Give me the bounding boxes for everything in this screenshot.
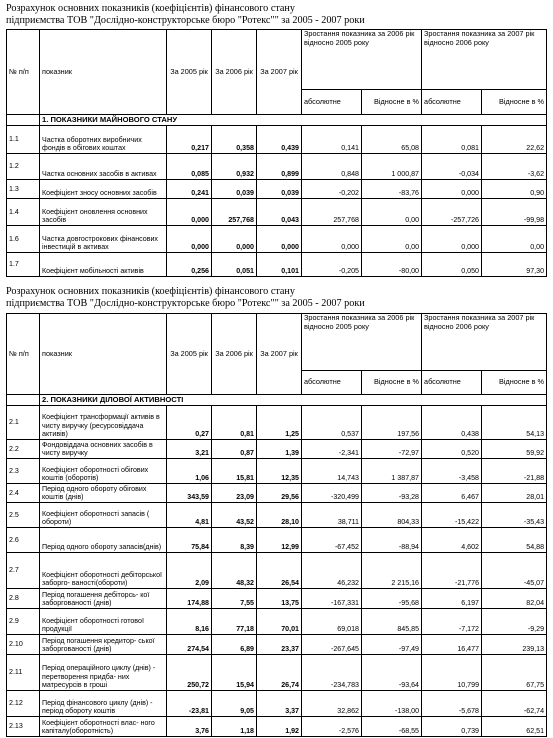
indicator-name: Період одного обороту запасів(днів)	[40, 528, 167, 553]
abs-change-2007: 0,520	[422, 440, 482, 459]
abs-change-2006: 38,711	[302, 503, 362, 528]
row-number: 1.2	[7, 154, 40, 180]
abs-change-2007: 0,000	[422, 180, 482, 199]
header-num: № п/п	[7, 30, 40, 115]
header-abs-1: абсолютне	[302, 90, 362, 115]
header-2007: За 2007 рік	[257, 314, 302, 395]
value-2005: 174,88	[167, 589, 212, 609]
row-number: 2.7	[7, 553, 40, 589]
value-2005: 1,06	[167, 459, 212, 484]
value-2005: 4,81	[167, 503, 212, 528]
rel-change-2007: 82,04	[482, 589, 547, 609]
row-number: 2.9	[7, 609, 40, 635]
value-2007: 26,74	[257, 655, 302, 691]
indicator-name: Частка довгострокових фінансових інвестицій в активах	[40, 226, 167, 253]
value-2005: 0,085	[167, 154, 212, 180]
abs-change-2007: -257,726	[422, 199, 482, 226]
abs-change-2006: -0,202	[302, 180, 362, 199]
value-2005: 3,21	[167, 440, 212, 459]
abs-change-2007: 0,438	[422, 406, 482, 440]
abs-change-2007: -5,678	[422, 691, 482, 717]
rel-change-2006: -80,00	[362, 253, 422, 277]
abs-change-2006: -0,205	[302, 253, 362, 277]
table-row	[7, 199, 547, 226]
row-number: 2.11	[7, 655, 40, 691]
table-row	[7, 528, 547, 553]
header-num: № п/п	[7, 314, 40, 395]
report-title-2-line2: підприємства ТОВ "Дослідно-конструкторське бюро "Ротекс"" за 2005 - 2007 роки	[6, 298, 365, 309]
value-2006: 9,05	[212, 691, 257, 717]
value-2005: 0,000	[167, 199, 212, 226]
abs-change-2006: -234,783	[302, 655, 362, 691]
header-abs-2: абсолютне	[422, 90, 482, 115]
table-row	[7, 180, 547, 199]
rel-change-2007: 97,30	[482, 253, 547, 277]
row-number: 1.4	[7, 199, 40, 226]
rel-change-2006: -93,28	[362, 484, 422, 503]
header-name: показник	[40, 30, 167, 115]
table-property-indicators	[6, 29, 547, 277]
abs-change-2006: 69,018	[302, 609, 362, 635]
value-2005: 8,16	[167, 609, 212, 635]
value-2005: 0,27	[167, 406, 212, 440]
table-business-activity	[6, 313, 547, 737]
value-2006: 257,768	[212, 199, 257, 226]
value-2007: 70,01	[257, 609, 302, 635]
abs-change-2006: 14,743	[302, 459, 362, 484]
abs-change-2006: 257,768	[302, 199, 362, 226]
value-2007: 1,39	[257, 440, 302, 459]
indicator-name: Фондовіддача основних засобів в чисту виручку	[40, 440, 167, 459]
header-rel-1: Відносне в %	[362, 371, 422, 395]
header-growth-2006: Зростання показника за 2006 рік відносно 2005 року	[302, 314, 422, 371]
header-2006: За 2006 рік	[212, 314, 257, 395]
rel-change-2007: -9,29	[482, 609, 547, 635]
value-2006: 8,39	[212, 528, 257, 553]
abs-change-2007: 6,197	[422, 589, 482, 609]
value-2006: 15,94	[212, 655, 257, 691]
rel-change-2007: 28,01	[482, 484, 547, 503]
abs-change-2007: -15,422	[422, 503, 482, 528]
table-row	[7, 253, 547, 277]
abs-change-2007: 0,000	[422, 226, 482, 253]
abs-change-2006: -267,645	[302, 635, 362, 655]
header-2005: За 2005 рік	[167, 314, 212, 395]
value-2005: 75,84	[167, 528, 212, 553]
value-2007: 12,35	[257, 459, 302, 484]
header-abs-2: абсолютне	[422, 371, 482, 395]
value-2006: 1,18	[212, 717, 257, 737]
value-2006: 0,81	[212, 406, 257, 440]
rel-change-2006: 804,33	[362, 503, 422, 528]
rel-change-2007: -3,62	[482, 154, 547, 180]
header-2005: За 2005 рік	[167, 30, 212, 115]
value-2005: 0,000	[167, 226, 212, 253]
indicator-name: Період фінансового циклу (днів) - період обороту коштів	[40, 691, 167, 717]
row-number: 1.1	[7, 126, 40, 154]
abs-change-2006: 0,848	[302, 154, 362, 180]
indicator-name: Частка оборотних виробничих фондів в обігових коштах	[40, 126, 167, 154]
abs-change-2007: 0,050	[422, 253, 482, 277]
table-row	[7, 589, 547, 609]
rel-change-2007: -62,74	[482, 691, 547, 717]
rel-change-2007: 0,90	[482, 180, 547, 199]
value-2007: 13,75	[257, 589, 302, 609]
value-2007: 29,56	[257, 484, 302, 503]
rel-change-2007: 22,62	[482, 126, 547, 154]
rel-change-2007: -99,98	[482, 199, 547, 226]
rel-change-2007: 239,13	[482, 635, 547, 655]
value-2007: 0,899	[257, 154, 302, 180]
value-2006: 0,932	[212, 154, 257, 180]
rel-change-2007: 59,92	[482, 440, 547, 459]
value-2005: 3,76	[167, 717, 212, 737]
header-growth-2007: Зростання показника за 2007 рік відносно 2006 року	[422, 314, 547, 371]
report-title-2-line1: Розрахунок основних показників (коефіцієнтів) фінансового стану	[6, 286, 295, 297]
table-row	[7, 717, 547, 737]
value-2007: 0,000	[257, 226, 302, 253]
row-number: 2.6	[7, 528, 40, 553]
abs-change-2007: -7,172	[422, 609, 482, 635]
abs-change-2007: 4,602	[422, 528, 482, 553]
value-2006: 77,18	[212, 609, 257, 635]
table-row	[7, 226, 547, 253]
rel-change-2006: -95,68	[362, 589, 422, 609]
row-number: 2.4	[7, 484, 40, 503]
report-title-1-line1: Розрахунок основних показників (коефіцієнтів) фінансового стану	[6, 3, 295, 14]
abs-change-2006: 0,000	[302, 226, 362, 253]
abs-change-2007: 0,081	[422, 126, 482, 154]
row-number: 2.2	[7, 440, 40, 459]
abs-change-2007: -0,034	[422, 154, 482, 180]
rel-change-2006: 845,85	[362, 609, 422, 635]
rel-change-2006: -97,49	[362, 635, 422, 655]
abs-change-2007: 0,739	[422, 717, 482, 737]
header-name: показник	[40, 314, 167, 395]
table-row	[7, 691, 547, 717]
table-row	[7, 553, 547, 589]
section-row	[7, 115, 547, 126]
report-title-2	[6, 286, 365, 310]
value-2006: 0,051	[212, 253, 257, 277]
header-growth-2007: Зростання показника за 2007 рік відносно 2006 року	[422, 30, 547, 90]
abs-change-2006: 0,537	[302, 406, 362, 440]
row-number: 2.12	[7, 691, 40, 717]
value-2005: 343,59	[167, 484, 212, 503]
value-2006: 0,000	[212, 226, 257, 253]
header-rel-2: Відносне в %	[482, 371, 547, 395]
abs-change-2006: -2,576	[302, 717, 362, 737]
value-2007: 1,92	[257, 717, 302, 737]
row-number: 2.5	[7, 503, 40, 528]
value-2007: 12,99	[257, 528, 302, 553]
row-number: 1.3	[7, 180, 40, 199]
row-number: 1.6	[7, 226, 40, 253]
value-2005: 274,54	[167, 635, 212, 655]
rel-change-2006: 2 215,16	[362, 553, 422, 589]
value-2007: 0,043	[257, 199, 302, 226]
value-2005: 0,217	[167, 126, 212, 154]
value-2005: -23,81	[167, 691, 212, 717]
value-2006: 15,81	[212, 459, 257, 484]
value-2007: 26,54	[257, 553, 302, 589]
abs-change-2006: -2,341	[302, 440, 362, 459]
table-row	[7, 484, 547, 503]
value-2005: 250,72	[167, 655, 212, 691]
value-2006: 0,87	[212, 440, 257, 459]
table-header-row	[7, 30, 547, 90]
rel-change-2007: -35,43	[482, 503, 547, 528]
row-number: 2.1	[7, 406, 40, 440]
rel-change-2006: 65,08	[362, 126, 422, 154]
report-title-1	[6, 3, 365, 27]
table-row	[7, 406, 547, 440]
abs-change-2007: 16,477	[422, 635, 482, 655]
rel-change-2006: 1 387,87	[362, 459, 422, 484]
rel-change-2007: 54,88	[482, 528, 547, 553]
rel-change-2007: 67,75	[482, 655, 547, 691]
table-row	[7, 655, 547, 691]
rel-change-2006: -83,76	[362, 180, 422, 199]
row-number: 2.3	[7, 459, 40, 484]
section-row	[7, 395, 547, 406]
rel-change-2006: 1 000,87	[362, 154, 422, 180]
rel-change-2007: -45,07	[482, 553, 547, 589]
abs-change-2006: 32,862	[302, 691, 362, 717]
row-number: 1.7	[7, 253, 40, 277]
indicator-name: Період операційного циклу (днів) - перетворення придба- них матресурсів в гроші	[40, 655, 167, 691]
abs-change-2006: 46,232	[302, 553, 362, 589]
header-2007: За 2007 рік	[257, 30, 302, 115]
value-2007: 0,439	[257, 126, 302, 154]
header-growth-2006: Зростання показника за 2006 рік відносно 2005 року	[302, 30, 422, 90]
value-2006: 0,358	[212, 126, 257, 154]
indicator-name: Коефіцієнт оборотності запасів ( обороти)	[40, 503, 167, 528]
header-rel-2: Відносне в %	[482, 90, 547, 115]
rel-change-2006: -138,00	[362, 691, 422, 717]
value-2007: 28,10	[257, 503, 302, 528]
value-2005: 2,09	[167, 553, 212, 589]
rel-change-2006: -93,64	[362, 655, 422, 691]
rel-change-2007: 62,51	[482, 717, 547, 737]
table-row	[7, 126, 547, 154]
value-2006: 48,32	[212, 553, 257, 589]
value-2006: 6,89	[212, 635, 257, 655]
header-rel-1: Відносне в %	[362, 90, 422, 115]
row-number: 2.13	[7, 717, 40, 737]
rel-change-2006: -72,97	[362, 440, 422, 459]
rel-change-2006: -68,55	[362, 717, 422, 737]
section-title-2: 2. ПОКАЗНИКИ ДІЛОВОЇ АКТИВНОСТІ	[40, 395, 547, 406]
value-2005: 0,241	[167, 180, 212, 199]
indicator-name: Період погашення кредитор- ської заборгованості (днів)	[40, 635, 167, 655]
indicator-name: Коефіцієнт оборотності дебіторської заборго- ваності(обороти)	[40, 553, 167, 589]
abs-change-2006: 0,141	[302, 126, 362, 154]
indicator-name: Частка основних засобів в активах	[40, 154, 167, 180]
header-abs-1: абсолютне	[302, 371, 362, 395]
value-2006: 0,039	[212, 180, 257, 199]
rel-change-2007: -21,88	[482, 459, 547, 484]
indicator-name: Коефіцієнт оборотності готової продукції	[40, 609, 167, 635]
value-2007: 3,37	[257, 691, 302, 717]
report-title-1-line2: підприємства ТОВ "Дослідно-конструкторське бюро "Ротекс"" за 2005 - 2007 роки	[6, 15, 365, 26]
table-row	[7, 503, 547, 528]
rel-change-2007: 0,00	[482, 226, 547, 253]
value-2007: 1,25	[257, 406, 302, 440]
table-header-row	[7, 314, 547, 371]
value-2007: 0,039	[257, 180, 302, 199]
abs-change-2006: -67,452	[302, 528, 362, 553]
table-row	[7, 154, 547, 180]
table-row	[7, 635, 547, 655]
abs-change-2007: 10,799	[422, 655, 482, 691]
abs-change-2007: -3,458	[422, 459, 482, 484]
table-row	[7, 459, 547, 484]
indicator-name: Період погашення дебіторсь- кої заборгованості (днів)	[40, 589, 167, 609]
indicator-name: Коефіцієнт трансформації активів в чисту виручку (ресурсовіддача активів)	[40, 406, 167, 440]
value-2007: 23,37	[257, 635, 302, 655]
rel-change-2006: 0,00	[362, 226, 422, 253]
value-2005: 0,256	[167, 253, 212, 277]
rel-change-2006: -88,94	[362, 528, 422, 553]
rel-change-2006: 197,56	[362, 406, 422, 440]
value-2006: 7,55	[212, 589, 257, 609]
row-number: 2.8	[7, 589, 40, 609]
indicator-name: Коефіцієнт оновлення основних засобів	[40, 199, 167, 226]
abs-change-2006: -320,499	[302, 484, 362, 503]
indicator-name: Період одного обороту обігових коштів (днів)	[40, 484, 167, 503]
row-number: 2.10	[7, 635, 40, 655]
value-2007: 0,101	[257, 253, 302, 277]
indicator-name: Коефіцієнт мобільності активів	[40, 253, 167, 277]
table-row	[7, 440, 547, 459]
header-2006: За 2006 рік	[212, 30, 257, 115]
section-title-1: 1. ПОКАЗНИКИ МАЙНОВОГО СТАНУ	[40, 115, 547, 126]
abs-change-2007: -21,776	[422, 553, 482, 589]
value-2006: 23,09	[212, 484, 257, 503]
value-2006: 43,52	[212, 503, 257, 528]
rel-change-2007: 54,13	[482, 406, 547, 440]
abs-change-2007: 6,467	[422, 484, 482, 503]
rel-change-2006: 0,00	[362, 199, 422, 226]
indicator-name: Коефіцієнт зносу основних засобів	[40, 180, 167, 199]
table-row	[7, 609, 547, 635]
indicator-name: Коефіцієнт оборотності обігових коштів (оборотів)	[40, 459, 167, 484]
abs-change-2006: -167,331	[302, 589, 362, 609]
indicator-name: Коефіцієнт оборотності влас- ного капіталу(оборотність)	[40, 717, 167, 737]
